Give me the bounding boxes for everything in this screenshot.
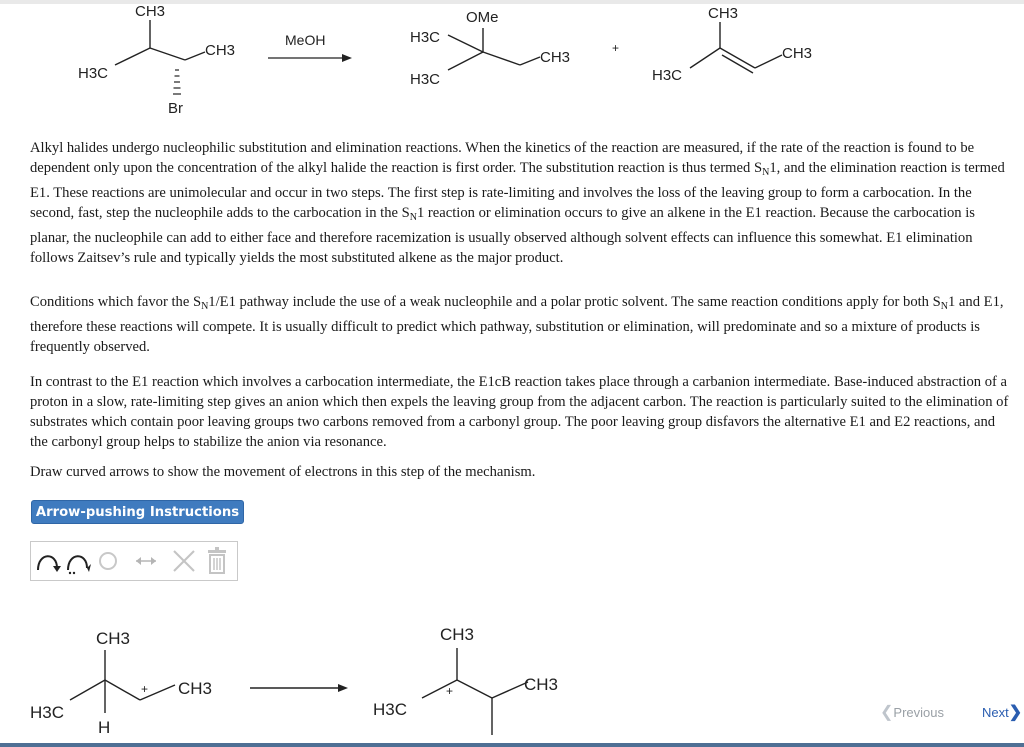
reagent-meoh: MeOH	[285, 32, 326, 48]
product2-h3c-left: H3C	[652, 67, 683, 84]
product-ch3-top: CH3	[440, 625, 475, 644]
paragraph-sn1-e1-intro: Alkyl halides undergo nucleophilic substitution and elimination reactions. When the kinetics of the reaction are measured, if the rate of the reaction is found to be dependent only upon the concentration of the alkyl halide the reaction is first order. The substitution reaction is thus termed $S_N1$, and the elimination reaction is termed E1. These reactions are unimolecular and occur in two steps. The first step is rate-limiting and involves the loss of the leaving group to form a carbocation. In the second, fast, step the nucleophile adds to the carbocation in the $S_N1$ reaction or elimination occurs to give an alkene in the E1 reaction. Because the carbocation is planar, the nucleophile can add to either face and therefore racemization is usually observed although solvent effects can influence this somewhat. E1 elimination follows Zaitsev’s rule and typically yields the most substituted alkene as the major product.	[30, 140, 1005, 266]
product2-ch3-top: CH3	[708, 5, 739, 22]
product1-h3c-bottom: H3C	[410, 71, 441, 88]
circle-icon[interactable]	[94, 546, 124, 576]
top-reaction-scheme	[0, 0, 1024, 125]
previous-button[interactable]: ❮Previous	[880, 704, 944, 721]
paragraph-conditions: Conditions which favor the $S_N1/E1$ pathway include the use of a weak nucleophile and a polar protic solvent. The same reaction conditions apply for both $S_N1$ and E1, therefore these reactions will compete. It is usually difficult to predict which pathway, substitution or elimination, will predominate and so a mixture of products is frequently observed.	[30, 294, 1004, 355]
reactant-ch3-top: CH3	[96, 629, 131, 648]
product1-ome: OMe	[466, 9, 499, 26]
next-button[interactable]: Next❯	[982, 704, 1023, 721]
double-arrow-icon[interactable]	[131, 546, 161, 576]
mechanism-step-canvas[interactable]	[0, 600, 1024, 740]
reactant-h3c-left: H3C	[30, 703, 65, 722]
reactant-h3c-left: H3C	[78, 65, 109, 82]
trash-icon[interactable]	[203, 546, 233, 576]
delete-x-icon[interactable]	[169, 546, 199, 576]
reactant-cation-plus: +	[141, 682, 149, 696]
half-arrow-icon[interactable]	[63, 546, 93, 576]
product-ch3-right: CH3	[524, 675, 559, 694]
bottom-bar	[0, 743, 1024, 747]
reactant-ch3-right: CH3	[178, 679, 213, 698]
reactant-br: Br	[168, 100, 183, 117]
paragraph-e1cb: In contrast to the E1 reaction which involves a carbocation intermediate, the E1cB reaction takes place through a carbanion intermediate. Base-induced abstraction of a proton in a slow, rate-limiting step gives an anion which then expels the leaving group from the adjacent carbon. The reaction is particularly suited to the elimination of substrates which contain poor leaving groups two carbons removed from a carbonyl group. The poor leaving group disfavors the alternative E1 and E2 reactions, and the carbonyl group helps to stabilize the anion via resonance.	[30, 374, 1009, 450]
product1-ch3-right: CH3	[540, 49, 571, 66]
product-h3c-left: H3C	[373, 700, 408, 719]
reactant-ch3-top: CH3	[135, 3, 166, 20]
plus-sign: +	[612, 41, 620, 55]
chevron-left-icon: ❮	[880, 704, 894, 721]
product1-h3c-top: H3C	[410, 29, 441, 46]
arrow-pushing-instructions-button[interactable]: Arrow-pushing Instructions	[31, 500, 244, 524]
product2-ch3-right: CH3	[782, 45, 813, 62]
reactant-ch3-right: CH3	[205, 42, 236, 59]
chevron-right-icon: ❯	[1008, 704, 1023, 721]
curved-arrow-icon[interactable]	[33, 546, 63, 576]
product-cation-plus: +	[446, 684, 454, 698]
reactant-h: H	[98, 718, 111, 737]
paragraph-instruction: Draw curved arrows to show the movement of electrons in this step of the mechanism.	[30, 464, 536, 480]
drawing-toolbar	[30, 541, 238, 581]
